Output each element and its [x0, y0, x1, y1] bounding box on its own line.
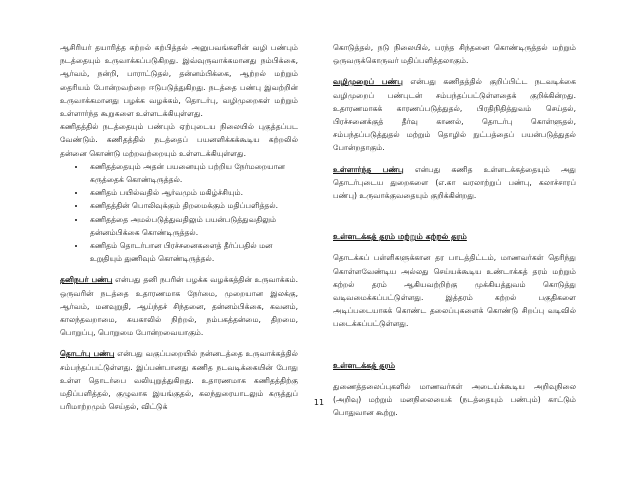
list-item: • கணிதத்தின் பொலிவுக்கும் திறமைக்கும் மதிப்பளித்தல்.	[86, 199, 298, 212]
paragraph-continuation: கொடுத்தல், நடு நிலையில், பரந்த சிந்தனை கொண்டிருத்தல் மற்றும் ஒருவருக்கொருவர் மதிப்பளித்தலாகும்.	[333, 43, 576, 66]
paragraph-behavior: கணிதத்தில் நடத்தையும் பண்பும் ஏற்புடைய நிலையில் புகுத்தப்பட வேண்டும். கணிதத்தில் நடத்தைப் பயனளிக்கக்கூடிய கற்றலில் தன்னை கொண்டு மற்றவற்றையும் உள்ளடக்கியுள்ளது.	[60, 122, 298, 158]
right-column	[333, 41, 576, 419]
left-column	[60, 41, 298, 413]
paragraph-individual-trait	[60, 273, 298, 339]
paragraph-method-trait	[333, 75, 576, 154]
term-individual-trait: தனிநபர் பண்பு	[60, 275, 113, 285]
paragraph-content-standard: துணைத்தலைப்புகளில் மாணவர்கள் அடைய்க்கூடிய அறிவுநிலை (அறிவு) மற்றும் மனநிலையைக் (நடத்தையும் பண்பும்) காட்டும் பொதுவான கூற்று.	[333, 381, 576, 418]
list-item: • கணிதத்தையும் அதன் பயனையும் பற்றிய நேர்மறையான கருத்தைக் கொண்டிருத்தல்.	[86, 160, 298, 186]
term-intrinsic-trait: உள்ளார்ந்த பண்பு	[333, 164, 404, 174]
list-item: • கணிதம் பயில்வதில் ஆர்வமும் மகிழ்ச்சியும்.	[86, 186, 298, 199]
paragraph-relation-trait-text: என்பது வகுப்பறையில் நன்னடத்தை உருவாக்கத்தில் சம்பந்தப்பட்டுள்ளது. இப்பண்பானது கணித நடவடிக்கையின் போது உள்ள தொடர்பை வலியுறுத்துகிறது. உதாரணமாக கணிதத்திற்கு மதிப்பளித்தல், குழுவாக இயங்குதல், கலந்துரையாடலும் கருத்துப் பரிமாற்றமும் செய்தல், விட்டுக்	[60, 349, 298, 412]
section-heading-content-standard: உள்ளடக்கத் தரம்	[333, 360, 396, 370]
list-item: • கணிதத்தை அமல்படுத்துவதிலும் பயன்படுத்துவதிலும் தன்னம்பிக்கை கொண்டிருத்தல்.	[86, 213, 298, 239]
section-heading-standards: உள்ளடக்கத் தரம் மற்றும் கற்றல் தரம்	[333, 232, 467, 242]
term-relation-trait: தொடர்பு பண்பு	[60, 349, 115, 359]
paragraph-method-trait-text: என்பது கணிதத்தில் குறிப்பிட்ட நடவடிக்கை வழிமுறைப் பண்புடன் சம்பந்தப்பட்டுள்ளதைக் குறிக்கின்றது. உதாரணமாகக் காரணப்படுத்துதல், பிரதிநிதித்துவம் செய்தல், பிரச்சனைக்குத் தீர்வு காணல், தொடர்பு கொள்ளுதல், சம்பந்தப்படுத்துதல் மற்றும் தொழில் நுட்பத்தைப் பயன்படுத்துதல் போன்றதாகும்.	[333, 77, 576, 153]
page-number: 11	[313, 398, 325, 407]
bullet-list	[60, 160, 298, 266]
paragraph-individual-trait-text: என்பது தனி நபரின் பழக்க வழக்கத்தின் உருவாக்கம். ஒருவரின் நடத்தை உதாரணமாக நேர்மை, முறையான இலக்கு, ஆர்வம், மனவுறுதி, ஆய்ந்தச் சிந்தனை, தன்னம்பிக்கை, கவனம், காலந்தவறாமை, சுயகாலில் நிற்றல், நம்பகத்தன்மை, திறமை, பொறுப்பு, பொறுமை போன்றவையாகும்.	[60, 275, 298, 338]
paragraph-intrinsic-trait-text: என்பது கணித உள்ளடக்கத்தையும் அது தொடர்புடைய துறைகளை (எ.கா வரலாற்றுப் பண்பு, கலாச்சாரப் பண்பு) உருவாக்குவதையும் குறிக்கின்றது.	[333, 164, 576, 201]
paragraph-intrinsic-trait	[333, 163, 576, 203]
list-item: • கணிதம் தொடர்பான பிரச்சனைகளைத் தீர்ப்பதில் மன உறுதியும் துணிவும் கொண்டிருத்தல்.	[86, 239, 298, 265]
paragraph-standards: தொடக்கப் பள்ளிகளுக்கான தர பாடத்திட்டம், மாணவர்கள் தெரிந்து கொள்ளவேண்டிய அல்லது செய்யக்கூடிய உண்டாக்கத் தரம் மற்றும் கற்றல் தரம் ஆகியவற்றிற்கு முக்கியத்துவம் கொடுத்து வடிவமைக்கப்பட்டுள்ளது. இத்தரம் கற்றல் பகுதிகளை அடிப்படையாகக் கொண்ட தலைப்புகளைக் கொண்டு சிறப்பு வடிவில் படைக்கப்பட்டுள்ளது.	[333, 253, 576, 329]
term-method-trait: வழிமுறைப் பண்பு	[333, 77, 403, 87]
paragraph-intro: ஆசிரியர் தயாரித்த கற்றல் கற்பித்தல் அனுபவங்களின் வழி பண்பும் நடத்தையும் உருவாக்கப்படுகிறது. இவ்வுருவாக்கமானது நம்பிக்கை, ஆர்வம், நன்றி, பாராட்டுதல், தன்னம்பிக்கை, ஆற்றல் மற்றும் தைரியம் போன்றவற்றை ஈடுபடுத்துகிறது. நடத்தை பண்பு இவற்றின் உருவாக்கமானது பழக்க வழக்கம், தொடர்பு, வழிமுறைகள் மற்றும் உள்ளார்ந்த கூறுகளை உள்ளடக்கியுள்ளது.	[60, 43, 298, 119]
